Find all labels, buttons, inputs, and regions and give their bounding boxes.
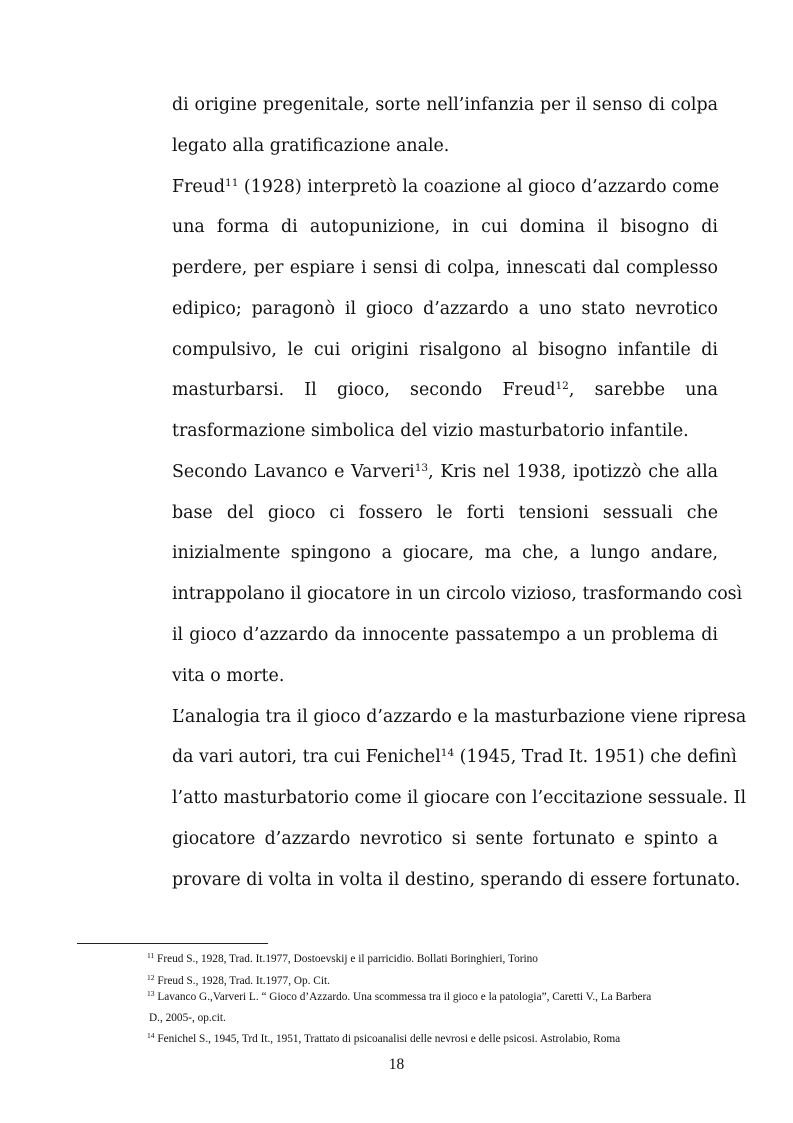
footnote-ref-14: 14 [440, 747, 455, 759]
body-line [172, 460, 718, 484]
body-line: legato alla gratificazione anale. [172, 136, 450, 156]
body-line [172, 745, 737, 769]
footnote-text: Fenichel S., 1945, Trd It., 1951, Trattato di psicoanalisi delle nevrosi e delle psicosi. Astrolabio, Roma [154, 1033, 621, 1045]
text-run: , Kris nel 1938, ipotizzò che alla [428, 462, 718, 482]
body-line: vita o morte. [172, 666, 285, 686]
text-run: (1945, Trad It. 1951) che definì [454, 747, 737, 767]
body-line: intrappolano il giocatore in un circolo vizioso, trasformando così [172, 584, 743, 604]
text-run: masturbarsi. Il gioco, secondo Freud [172, 380, 556, 400]
body-line: perdere, per espiare i sensi di colpa, innescati dal complesso [172, 258, 718, 278]
text-run: (1928) interpretò la coazione al gioco d’azzardo come [238, 177, 720, 197]
footnote-ref-12: 12 [555, 380, 569, 392]
footnote-number: 11 [147, 951, 155, 960]
body-line: L’analogia tra il gioco d’azzardo e la masturbazione viene ripresa [172, 707, 747, 727]
body-line: inizialmente spingono a giocare, ma che, a lungo andare, [172, 543, 718, 563]
body-line: provare di volta in volta il destino, sperando di essere fortunato. [172, 870, 741, 890]
footnote-text: Freud S., 1928, Trad. It.1977, Op. Cit. [154, 975, 330, 987]
body-line: giocatore d’azzardo nevrotico si sente fortunato e spinto a [172, 829, 718, 849]
footnote-number: 13 [147, 989, 155, 998]
footnote-ref-13: 13 [414, 462, 429, 474]
body-line: l’atto masturbatorio come il giocare con l’eccitazione sessuale. Il [172, 788, 747, 808]
body-line: base del gioco ci fossero le forti tensioni sessuali che [172, 503, 718, 523]
body-line [172, 175, 718, 199]
footnote-number: 12 [147, 973, 155, 982]
footnote-13-continued: D., 2005-, op.cit. [149, 1012, 226, 1024]
body-line: il gioco d’azzardo da innocente passatempo a un problema di [172, 625, 718, 645]
body-line: una forma di autopunizione, in cui domina il bisogno di [172, 217, 718, 237]
footnote-14 [147, 1031, 727, 1047]
footnote-number: 14 [147, 1031, 155, 1040]
text-run: , sarebbe una [568, 380, 719, 400]
text-run: Freud [172, 177, 226, 197]
footnote-text: Freud S., 1928, Trad. It.1977, Dostoevskij e il parricidio. Bollati Boringhieri, Torino [154, 953, 538, 965]
footnote-13 [147, 989, 727, 1005]
footnote-separator [77, 943, 268, 944]
footnote-text: Lavanco G.,Varveri L. “ Gioco d’Azzardo. Una scommessa tra il gioco e la patologia”, Caretti V., La Barbera [154, 991, 652, 1003]
body-line [172, 378, 718, 402]
text-run: da vari autori, tra cui Fenichel [172, 747, 441, 767]
footnote-12 [147, 973, 727, 989]
body-line: compulsivo, le cui origini risalgono al bisogno infantile di [172, 340, 718, 360]
body-line: edipico; paragonò il gioco d’azzardo a uno stato nevrotico [172, 299, 718, 319]
text-run: Secondo Lavanco e Varveri [172, 462, 415, 482]
page-number: 18 [388, 1056, 405, 1073]
footnote-11 [147, 951, 727, 967]
body-line: trasformazione simbolica del vizio masturbatorio infantile. [172, 421, 689, 441]
body-line: di origine pregenitale, sorte nell’infanzia per il senso di colpa [172, 95, 718, 115]
footnote-ref-11: 11 [225, 177, 239, 189]
